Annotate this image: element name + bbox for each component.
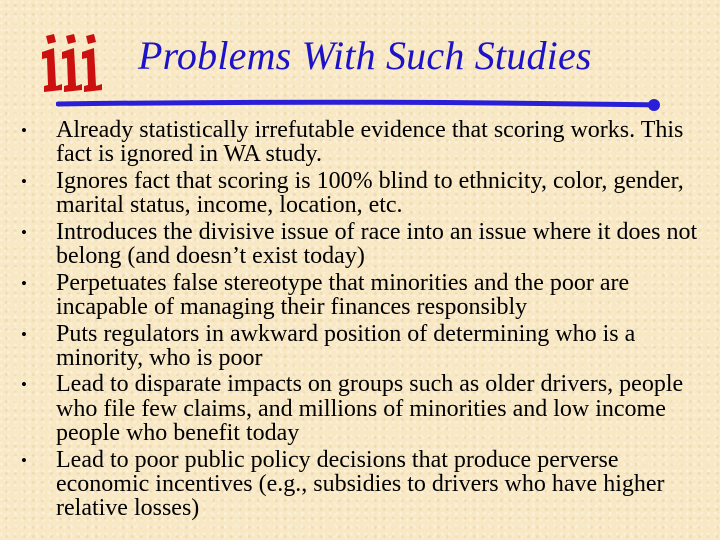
bullet-dot-icon: • (21, 375, 27, 395)
insurance-information-institute-logo (38, 34, 104, 92)
bullet-text: Perpetuates false stereotype that minorities and the poor are incapable of managing their finances responsibly (56, 269, 630, 320)
bullet-item (18, 118, 708, 167)
bullet-item (18, 372, 708, 445)
bullet-dot-icon: • (21, 450, 27, 470)
bullet-dot-icon: • (21, 324, 27, 344)
bullet-text: Lead to poor public policy decisions that produce perverse economic incentives (e.g., subsidies to drivers who have higher relative losses) (56, 446, 665, 522)
bullet-item (18, 322, 708, 371)
bullet-item (18, 448, 708, 521)
bullet-text: Already statistically irrefutable evidence that scoring works. This fact is ignored in WA study. (56, 117, 684, 168)
bullet-text: Lead to disparate impacts on groups such as older drivers, people who file few claims, and millions of minorities and low income people who benefit today (56, 371, 684, 447)
bullet-dot-icon: • (21, 121, 27, 140)
bullet-item (18, 271, 708, 320)
title-underline-divider (56, 97, 662, 113)
bullet-dot-icon: • (21, 222, 27, 242)
bullet-dot-icon: • (21, 273, 27, 293)
bullet-text: Ignores fact that scoring is 100% blind to ethnicity, color, gender, marital status, income, location, etc. (56, 167, 684, 219)
bullet-item (18, 220, 708, 269)
bullet-text: Introduces the divisive issue of race into an issue where it does not belong (and doesn’t exist today) (56, 218, 698, 270)
bullet-item (18, 169, 708, 218)
bullet-dot-icon: • (21, 171, 27, 191)
bullet-list (18, 118, 708, 523)
slide-title: Problems With Such Studies (138, 33, 592, 78)
bullet-text: Puts regulators in awkward position of determining who is a minority, who is poor (56, 320, 636, 371)
